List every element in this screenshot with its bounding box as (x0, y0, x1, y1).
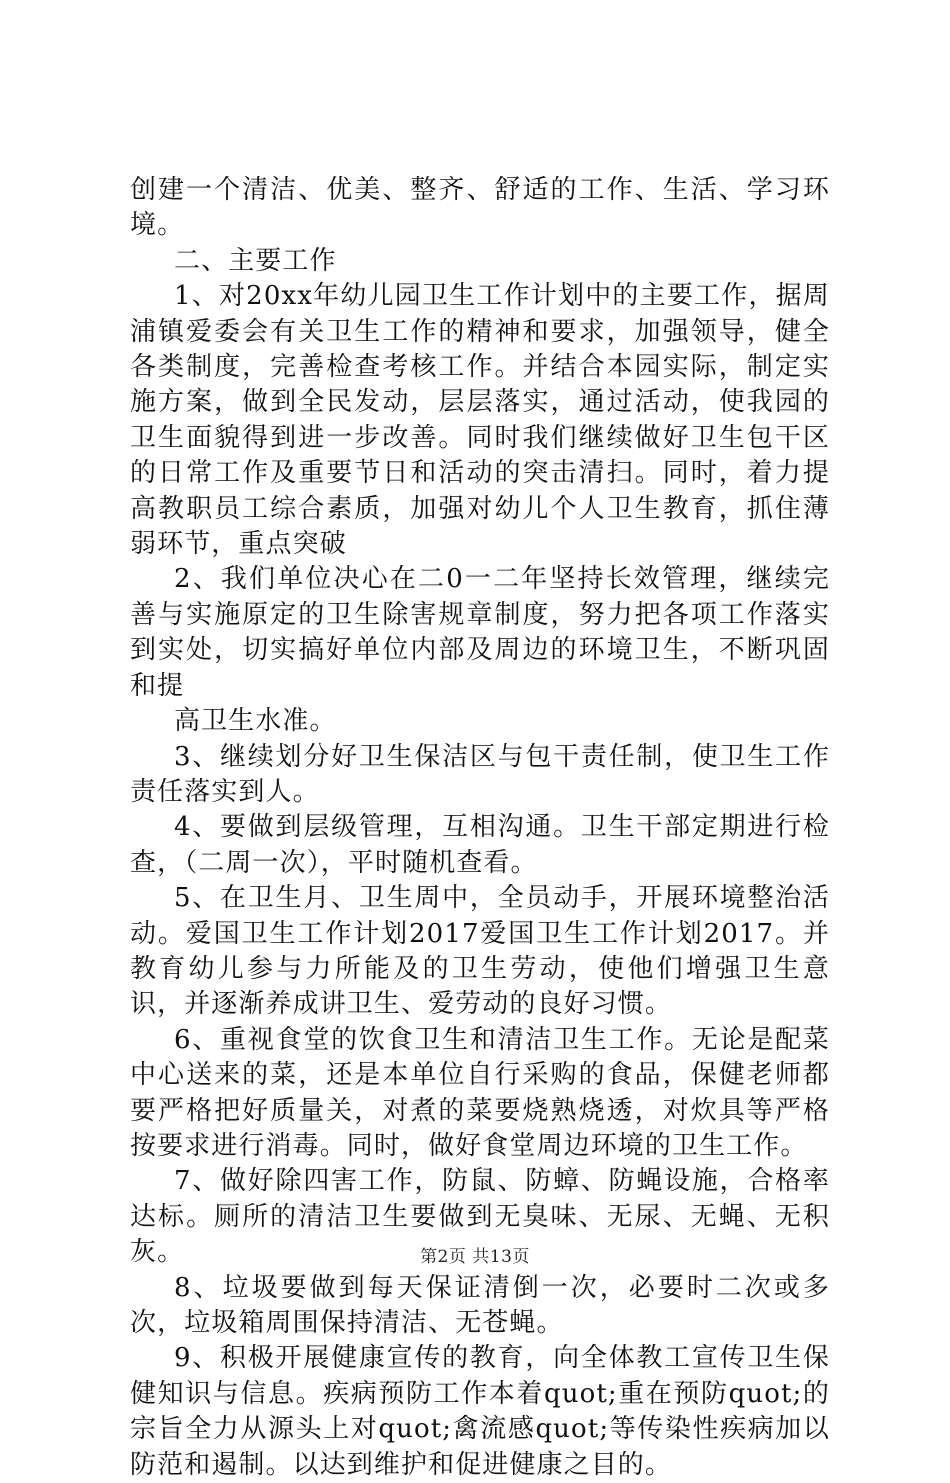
paragraph-item-6: 6、重视食堂的饮食卫生和清洁卫生工作。无论是配菜中心送来的菜，还是本单位自行采购的食品，保健老师都要严格把好质量关，对煮的菜要烧熟烧透，对炊具等严格按要求进行消毒。同时，做好食堂周边环境的卫生工作。 (130, 1024, 830, 1161)
paragraph-item-8: 8、垃圾要做到每天保证清倒一次，必要时二次或多次，垃圾箱周围保持清洁、无苍蝇。 (130, 1272, 830, 1338)
paragraph-item-5: 5、在卫生月、卫生周中，全员动手，开展环境整治活动。爱国卫生工作计划2017爱国卫生工作计划2017。并教育幼儿参与力所能及的卫生劳动，使他们增强卫生意识，并逐渐养成讲卫生、爱劳动的良好习惯。 (130, 883, 830, 1020)
paragraph-item-9: 9、积极开展健康宣传的教育，向全体教工宣传卫生保健知识与信息。疾病预防工作本着quot;重在预防quot;的宗旨全力从源头上对quot;禽流感quot;等传染性疾病加以防范和遏制。以达到维护和促进健康之目的。 (130, 1343, 830, 1480)
section-heading-main-work: 二、主要工作 (174, 245, 337, 276)
paragraph-item-2-continued: 高卫生水准。 (174, 706, 337, 737)
paragraph-intro-tail: 创建一个清洁、优美、整齐、舒适的工作、生活、学习环境。 (130, 175, 830, 241)
paragraph-item-2: 2、我们单位决心在二0一二年坚持长效管理，继续完善与实施原定的卫生除害规章制度，努力把各项工作落实到实处，切实搞好单位内部及周边的环境卫生，不断巩固和提 (130, 564, 830, 701)
paragraph-item-3: 3、继续划分好卫生保洁区与包干责任制，使卫生工作责任落实到人。 (130, 741, 830, 807)
paragraph-item-7: 7、做好除四害工作，防鼠、防蟑、防蝇设施，合格率达标。厕所的清洁卫生要做到无臭味、无尿、无蝇、无积灰。 (130, 1166, 830, 1268)
page-number-footer: 第2页 共13页 (420, 1247, 530, 1267)
document-body (130, 173, 830, 1483)
paragraph-item-1: 1、对20xx年幼儿园卫生工作计划中的主要工作，据周浦镇爱委会有关卫生工作的精神和要求，加强领导，健全各类制度，完善检查考核工作。并结合本园实际，制定实施方案，做到全民发动，层层落实，通过活动，使我园的卫生面貌得到进一步改善。同时我们继续做好卫生包干区的日常工作及重要节日和活动的突击清扫。同时，着力提高教职员工综合素质，加强对幼儿个人卫生教育，抓住薄弱环节，重点突破 (130, 281, 830, 560)
paragraph-item-4: 4、要做到层级管理，互相沟通。卫生干部定期进行检查，（二周一次），平时随机查看。 (130, 812, 830, 878)
